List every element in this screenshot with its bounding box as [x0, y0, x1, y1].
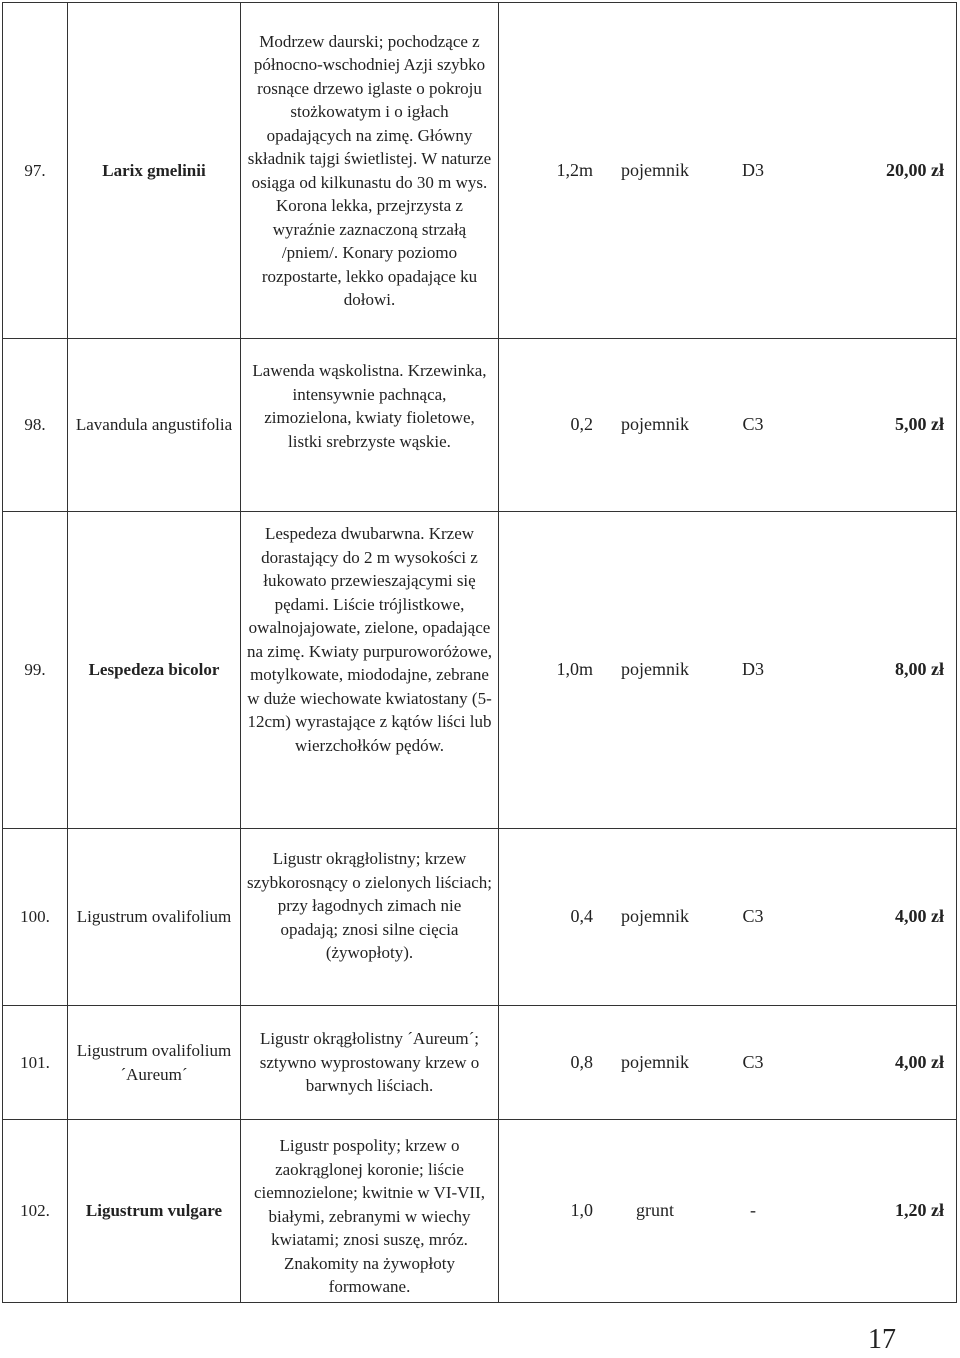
- plant-params-cell: [499, 512, 957, 829]
- plant-description: Ligustr okrągłolistny ´Aureum´; sztywno wyprostowany krzew o barwnych liściach.: [259, 1029, 480, 1096]
- plant-latin-name-cell: [68, 339, 241, 512]
- container-size: C3: [742, 1051, 764, 1072]
- plant-price: 4,00 zł: [895, 906, 944, 927]
- plant-price: 1,20 zł: [895, 1200, 944, 1221]
- plant-price: 5,00 zł: [895, 414, 944, 435]
- plant-description: Ligustr okrągłolistny; krzew szybkorosnący o zielonych liściach; przy łagodnych zimach nie opadają; znosi silne cięcia (żywopłoty).: [247, 849, 493, 962]
- plant-catalog-table: [2, 2, 957, 1303]
- row-number: 101.: [3, 1006, 68, 1120]
- plant-form: pojemnik: [621, 659, 689, 680]
- container-size: D3: [742, 159, 764, 180]
- plant-height: 1,2m: [556, 159, 593, 180]
- plant-form: pojemnik: [621, 1051, 689, 1072]
- plant-params-cell: [499, 1006, 957, 1120]
- plant-description: Ligustr pospolity; krzew o zaokrąglonej koronie; liście ciemnozielone; kwitnie w VI-VII, białymi, zebranymi w wiechy kwiatami; znosi suszę, mróz. Znakomity na żywopłoty formowane.: [253, 1136, 485, 1296]
- plant-height: 1,0m: [556, 659, 593, 680]
- row-number: 100.: [3, 829, 68, 1006]
- plant-latin-name-cell: [68, 829, 241, 1006]
- container-size: C3: [742, 906, 764, 927]
- plant-latin-name: Larix gmelinii: [102, 160, 206, 180]
- plant-description-cell: [241, 1120, 499, 1303]
- plant-height: 0,4: [570, 906, 593, 927]
- container-size: D3: [742, 659, 764, 680]
- plant-latin-name: Lavandula angustifolia: [75, 415, 233, 435]
- row-number: 102.: [3, 1120, 68, 1303]
- table-row: [3, 339, 957, 512]
- plant-description: Lawenda wąskolistna. Krzewinka, intensywnie pachnąca, zimozielona, kwiaty fioletowe, listki srebrzyste wąskie.: [252, 361, 487, 451]
- row-number: 97.: [3, 3, 68, 339]
- table-row: [3, 1120, 957, 1303]
- plant-params-cell: [499, 1120, 957, 1303]
- plant-form: pojemnik: [621, 159, 689, 180]
- plant-latin-name: Ligustrum ovalifolium ´Aureum´: [76, 1041, 232, 1084]
- table-row: [3, 1006, 957, 1120]
- table-row: [3, 512, 957, 829]
- plant-description: Modrzew daurski; pochodzące z północno-wschodniej Azji szybko rosnące drzewo iglaste o pokroju stożkowatym i o igłach opadających na zimę. Główny składnik tajgi świetlistej. W naturze osiąga od kilkunastu do 30 m wys. Korona lekka, przejrzysta z wyraźnie zaznaczoną strzałą /pniem/. Konary poziomo rozpostarte, lekko opadające ku dołowi.: [247, 31, 492, 309]
- plant-price: 8,00 zł: [895, 659, 944, 680]
- plant-params-cell: [499, 829, 957, 1006]
- plant-form: pojemnik: [621, 414, 689, 435]
- plant-form: pojemnik: [621, 906, 689, 927]
- plant-latin-name-cell: [68, 3, 241, 339]
- plant-description-cell: [241, 339, 499, 512]
- row-number: 98.: [3, 339, 68, 512]
- table-row: [3, 3, 957, 339]
- plant-latin-name: Lespedeza bicolor: [88, 660, 220, 680]
- plant-description-cell: [241, 1006, 499, 1120]
- table-row: [3, 829, 957, 1006]
- plant-latin-name-cell: [68, 1120, 241, 1303]
- plant-latin-name-cell: [68, 512, 241, 829]
- plant-height: 1,0: [570, 1200, 593, 1221]
- plant-latin-name-cell: [68, 1006, 241, 1120]
- plant-form: grunt: [636, 1200, 674, 1221]
- row-number: 99.: [3, 512, 68, 829]
- plant-description-cell: [241, 829, 499, 1006]
- plant-description-cell: [241, 512, 499, 829]
- plant-price: 20,00 zł: [886, 159, 944, 180]
- container-size: C3: [742, 414, 764, 435]
- container-size: -: [750, 1200, 756, 1221]
- plant-latin-name: Ligustrum ovalifolium: [76, 907, 232, 927]
- plant-description-cell: [241, 3, 499, 339]
- plant-height: 0,2: [570, 414, 593, 435]
- page-number: 17: [868, 1324, 896, 1355]
- plant-params-cell: [499, 3, 957, 339]
- plant-price: 4,00 zł: [895, 1051, 944, 1072]
- plant-params-cell: [499, 339, 957, 512]
- plant-height: 0,8: [570, 1051, 593, 1072]
- plant-latin-name: Ligustrum vulgare: [85, 1201, 223, 1221]
- plant-description: Lespedeza dwubarwna. Krzew dorastający do 2 m wysokości z łukowato przewieszającymi się pędami. Liście trójlistkowe, owalnojajowate, zielone, opadające na zimę. Kwiaty purpuroworóżowe, motylkowate, miododajne, zebrane w duże wiechowate kwiatostany (5-12cm) wyrastające z kątów liści lub wierzchołków pędów.: [247, 524, 493, 755]
